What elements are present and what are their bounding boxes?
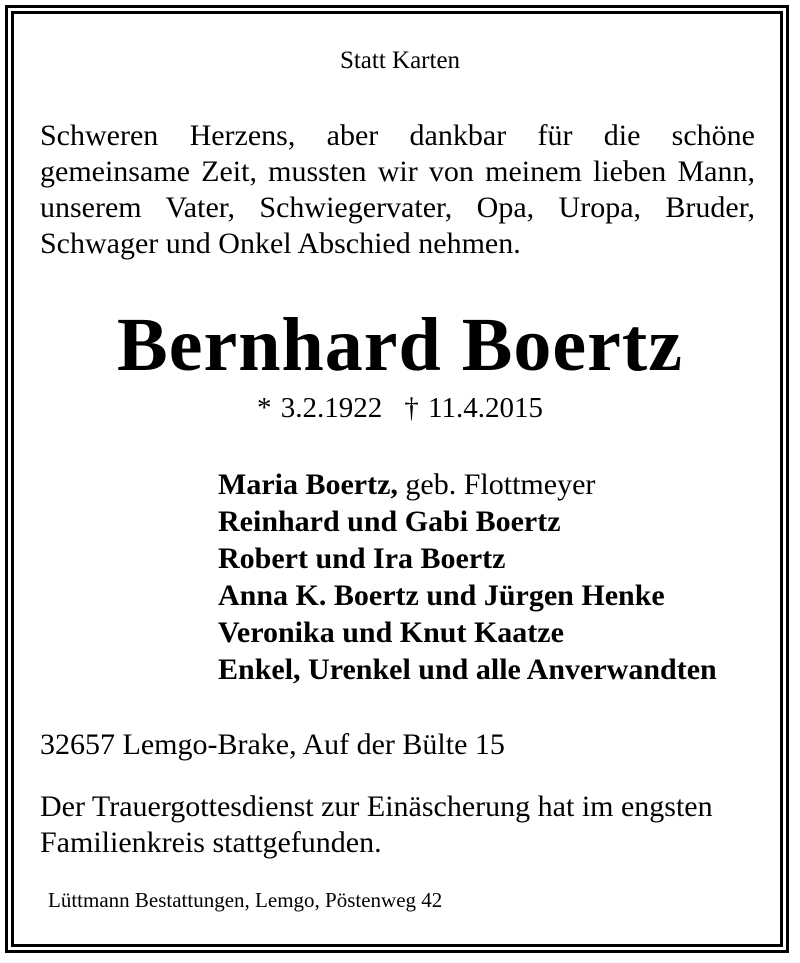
intro-text: Schweren Herzens, aber dankbar für die schöne gemeinsame Zeit, mussten wir von meinem lieben Mann, unserem Vater, Schwiegervater, Opa, Uropa, Bruder, Schwager und Onkel Abschied nehmen. [40,119,755,260]
funeral-home: Lüttmann Bestattungen, Lemgo, Pöstenweg 42 [48,888,443,912]
deceased-name: Bernhard Boertz [117,303,683,387]
address: 32657 Lemgo-Brake, Auf der Bülte 15 [40,728,505,761]
mourner-name: Maria Boertz, [218,468,398,501]
life-dates [0,390,800,426]
service-note: Der Trauergottesdienst zur Einäscherung hat im engsten Familienkreis stattgefunden. [40,790,713,859]
mourner-line [218,466,717,503]
mourner-maiden-name: geb. Flottmeyer [397,468,596,501]
death-date: † 11.4.2015 [404,392,543,424]
mourners-list [218,466,717,688]
mourner-line: Reinhard und Gabi Boertz [218,505,561,538]
notice-header: Statt Karten [339,47,461,74]
mourner-line: Robert und Ira Boertz [218,542,506,575]
mourner-line: Anna K. Boertz und Jürgen Henke [218,579,665,612]
mourner-line: Veronika und Knut Kaatze [218,616,564,649]
birth-date: * 3.2.1922 [257,392,383,424]
mourner-line: Enkel, Urenkel und alle Anverwandten [218,653,717,686]
